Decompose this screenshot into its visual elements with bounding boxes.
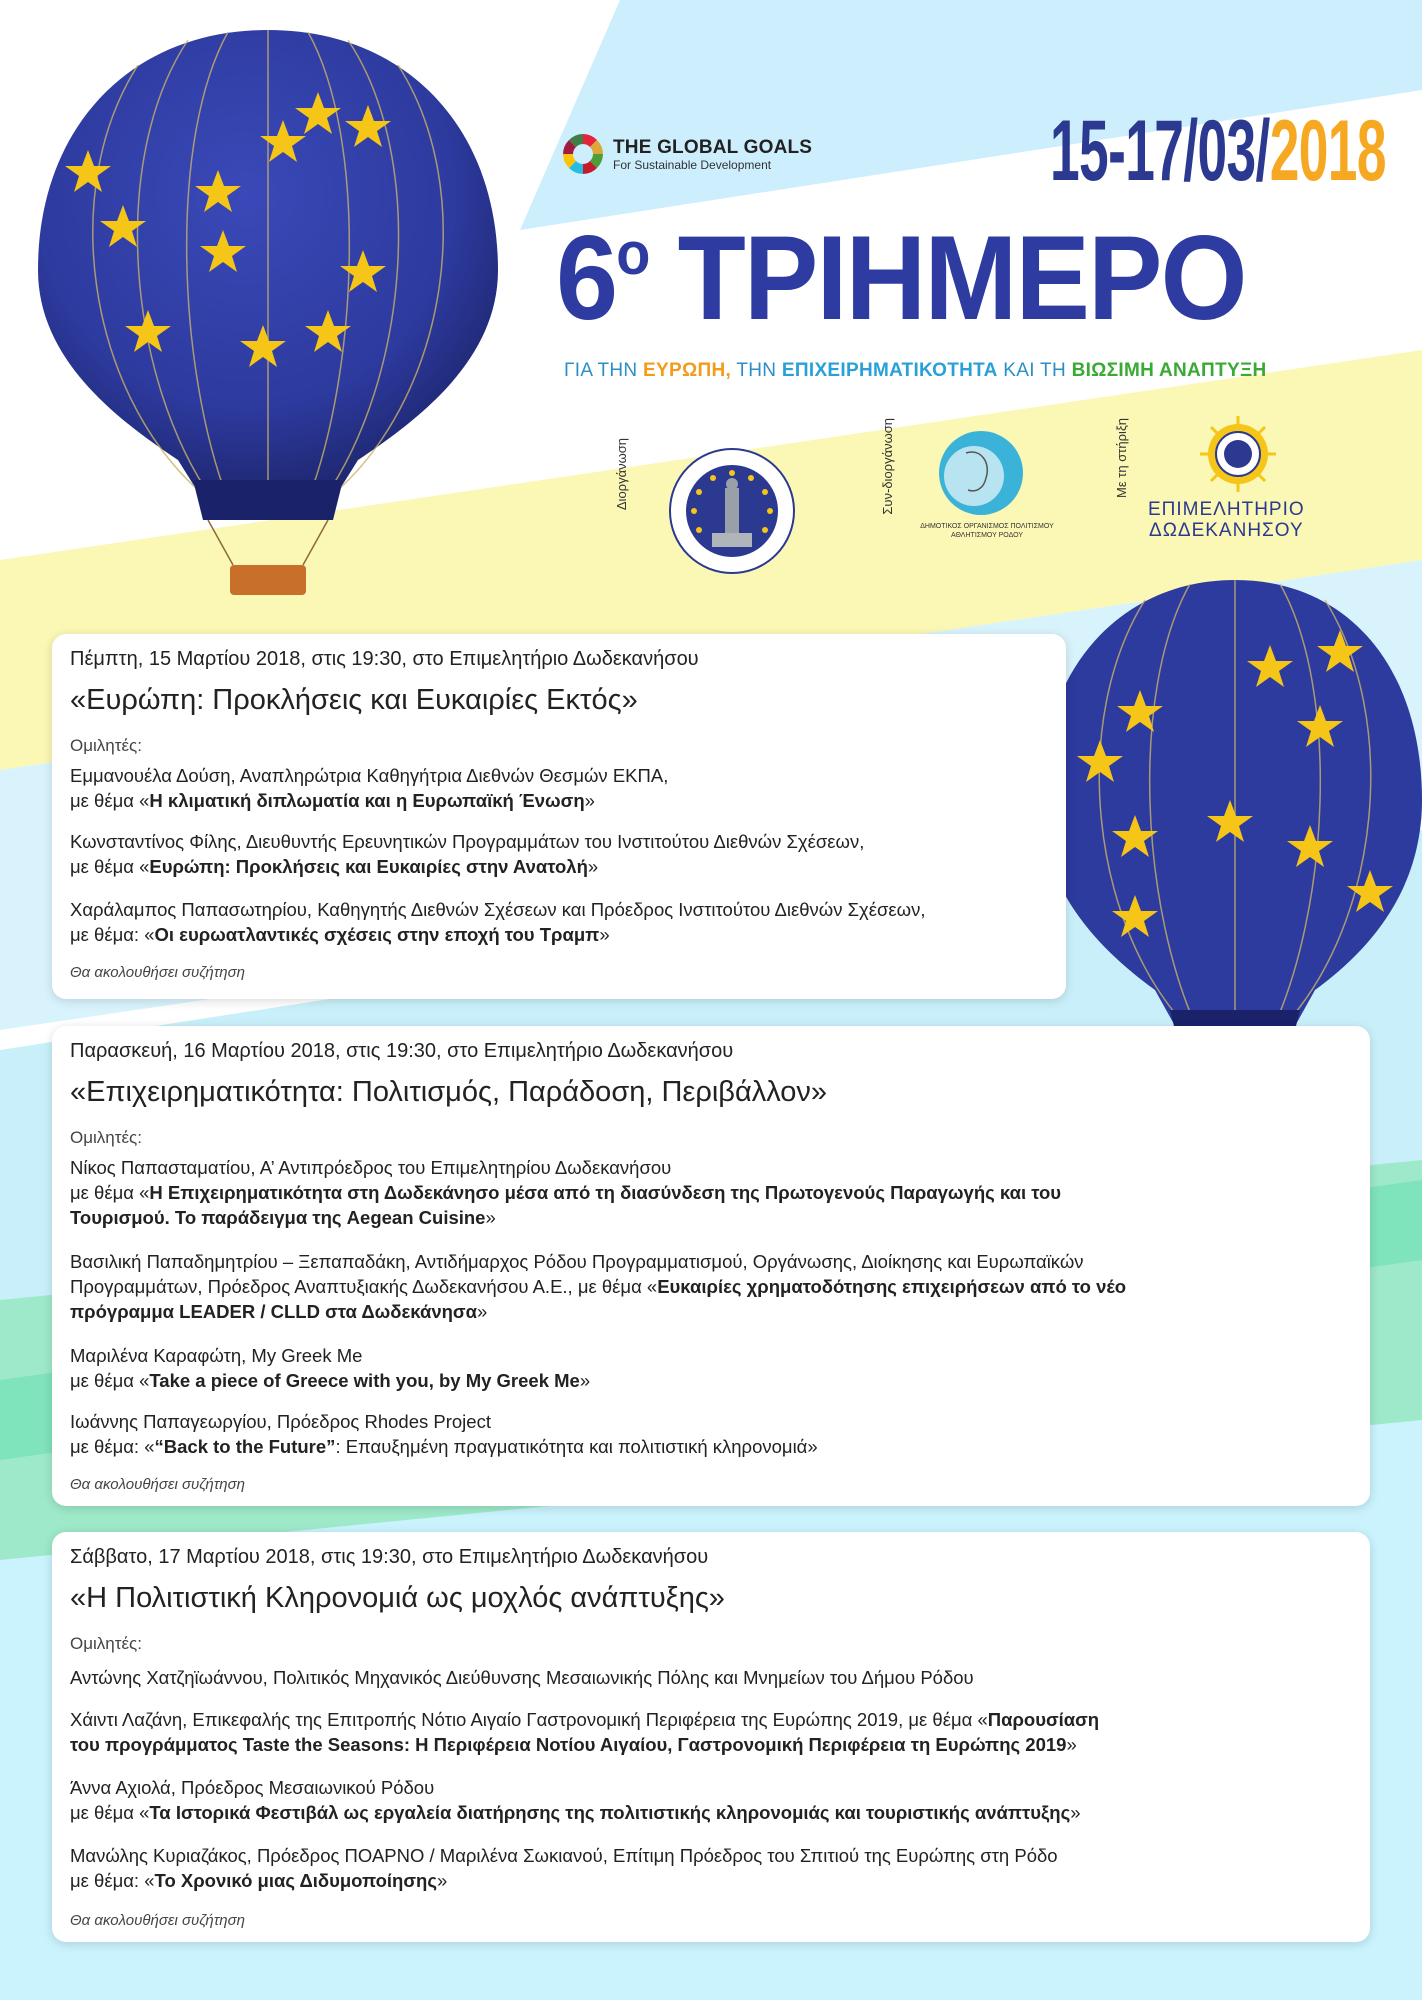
topic-prefix: με θέμα «	[70, 855, 150, 877]
discussion-note: Θα ακολουθήσει συζήτηση	[70, 964, 246, 981]
house-of-europe-logo	[632, 418, 832, 604]
municipal-org-logo	[936, 428, 1026, 518]
speaker-entry	[70, 830, 864, 880]
speakers-label: Ομιλητές:	[70, 1128, 142, 1147]
topic-title: Ευρώπη: Προκλήσεις και Ευκαιρίες στην Ανατολή	[149, 855, 588, 877]
speaker-name: Βασιλική Παπαδημητρίου – Ξεπαπαδάκη, Αντιδήμαρχος Ρόδου Προγραμματισμού, Οργάνωσης, Διοίκησης και Ευρωπαϊκών	[70, 1251, 1084, 1272]
day-card-3	[52, 1532, 1370, 1942]
day-title: «Ευρώπη: Προκλήσεις και Ευκαιρίες Εκτός»	[70, 684, 638, 716]
day-date: Πέμπτη, 15 Μαρτίου 2018, στις 19:30, στο Επιμελητήριο Δωδεκανήσου	[70, 648, 699, 670]
goals-subtitle: For Sustainable Development	[613, 157, 772, 172]
subtitle-europe: ΕΥΡΩΠΗ,	[643, 360, 732, 381]
speaker-entry	[70, 764, 668, 814]
page-subtitle	[564, 360, 1267, 382]
speaker-name: Άννα Αχιολά, Πρόεδρος Μεσαιωνικού Ρόδου	[70, 1777, 435, 1798]
event-dates	[1050, 103, 1386, 199]
topic-title: Οι ευρωατλαντικές σχέσεις στην εποχή του Τραμπ	[154, 923, 600, 945]
topic-prefix: με θέμα «	[70, 789, 150, 811]
speaker-name: Εμμανουέλα Δούση, Αναπληρώτρια Καθηγήτρια Διεθνών Θεσμών ΕΚΠΑ,	[70, 765, 669, 786]
coorganizer-name	[912, 522, 1062, 540]
day-card-1	[52, 634, 1066, 999]
topic-prefix: Προγραμμάτων, Πρόεδρος Αναπτυξιακής Δωδεκανήσου Α.Ε., με θέμα «	[70, 1275, 658, 1297]
speaker-entry	[70, 1776, 1081, 1826]
speaker-entry	[70, 1410, 818, 1460]
topic-title: Το Χρονικό μιας Διδυμοποίησης	[154, 1869, 437, 1891]
speaker-name: Ιωάννης Παπαγεωργίου, Πρόεδρος Rhodes Project	[70, 1411, 491, 1432]
dates-main: 15-17/03/	[1050, 103, 1270, 199]
speaker-entry	[70, 1844, 1058, 1894]
subtitle-part: ΓΙΑ ΤΗΝ	[564, 360, 644, 381]
topic-title-cont: του προγράμματος Taste the Seasons: Η Περιφέρεια Νοτίου Αιγαίου, Γαστρονομική Περιφέρεια τη Ευρώπης 2019	[70, 1733, 1067, 1755]
speaker-entry	[70, 1708, 1099, 1758]
coorganizer-name-line1: ΔΗΜΟΤΙΚΟΣ ΟΡΓΑΝΙΣΜΟΣ ΠΟΛΙΤΙΣΜΟΥ	[920, 523, 1054, 530]
topic-suffix: »	[476, 1300, 488, 1322]
speaker-name: Αντώνης Χατζηϊωάννου, Πολιτικός Μηχανικός Διεύθυνσης Μεσαιωνικής Πόλης και Μνημείων του Δήμου Ρόδου	[70, 1667, 974, 1688]
chamber-name	[1148, 500, 1305, 542]
topic-suffix: »	[436, 1869, 448, 1891]
support-label: Με τη στήριξη	[1114, 418, 1129, 498]
global-goals-logo	[561, 132, 812, 176]
coorganizer-label: Συν-διοργάνωση	[880, 418, 895, 515]
topic-prefix: με θέμα «	[70, 1801, 150, 1823]
topic-title-cont: Τουρισμού. Το παράδειγμα της Aegean Cuisine	[70, 1206, 486, 1228]
speaker-entry	[70, 1666, 974, 1691]
speaker-name: Χαράλαμπος Παπασωτηρίου, Καθηγητής Διεθνών Σχέσεων και Πρόεδρος Ινστιτούτου Διεθνών Σχέσεων,	[70, 899, 926, 920]
topic-suffix: »	[587, 855, 599, 877]
discussion-note: Θα ακολουθήσει συζήτηση	[70, 1476, 246, 1493]
topic-prefix: με θέμα: «	[70, 923, 155, 945]
speaker-name: Μανώλης Κυριαζάκος, Πρόεδρος ΠΟΑΡΝΟ / Μαριλένα Σωκιανού, Επίτιμη Πρόεδρος του Σπιτιού της Ευρώπης στη Ρόδο	[70, 1845, 1058, 1866]
title-word: ΤΡΙΗΜΕΡΟ	[677, 211, 1246, 345]
page-title	[556, 211, 1246, 345]
organizer-label: Διοργάνωση	[614, 438, 629, 511]
topic-suffix: »	[485, 1206, 496, 1228]
speaker-name: Μαριλένα Καραφώτη, My Greek Me	[70, 1345, 363, 1366]
day-card-2	[52, 1026, 1370, 1506]
speaker-name: Κωνσταντίνος Φίλης, Διευθυντής Ερευνητικών Προγραμμάτων του Ινστιτούτου Διεθνών Σχέσεων,	[70, 831, 865, 852]
topic-suffix: »	[1070, 1801, 1081, 1823]
speaker-entry	[70, 1344, 590, 1394]
speakers-label: Ομιλητές:	[70, 736, 142, 755]
day-title: «Η Πολιτιστική Κληρονομιά ως μοχλός ανάπτυξης»	[70, 1582, 725, 1614]
speaker-entry	[70, 1250, 1126, 1325]
subtitle-business: ΕΠΙΧΕΙΡΗΜΑΤΙΚΟΤΗΤΑ	[781, 360, 998, 381]
topic-suffix: »	[579, 1369, 591, 1391]
speaker-name: Χάιντι Λαζάνη, Επικεφαλής της Επιτροπής Νότιο Αιγαίο Γαστρονομική Περιφέρεια της Ευρώπης 2019, με θέμα «	[70, 1709, 988, 1730]
chamber-name-line2: ΔΩΔΕΚΑΝΗΣΟΥ	[1149, 519, 1304, 541]
topic-prefix: με θέμα «	[70, 1181, 150, 1203]
hot-air-balloon-icon	[28, 20, 508, 600]
day-title: «Επιχειρηματικότητα: Πολιτισμός, Παράδοση, Περιβάλλον»	[70, 1076, 828, 1108]
day-date: Παρασκευή, 16 Μαρτίου 2018, στις 19:30, στο Επιμελητήριο Δωδεκανήσου	[70, 1040, 734, 1062]
topic-title: Τα Ιστορικά Φεστιβάλ ως εργαλεία διατήρησης της πολιτιστικής κληρονομιάς και τουριστικής ανάπτυξης	[149, 1801, 1071, 1823]
topic-title: Παρουσίαση	[987, 1709, 1100, 1730]
subtitle-part: ΤΗΝ	[731, 360, 782, 381]
topic-title: Η Επιχειρηματικότητα στη Δωδεκάνησο μέσα από τη διασύνδεση της Πρωτογενούς Παραγωγής και του	[149, 1181, 1062, 1203]
topic-title: Η κλιματική διπλωματία και η Ευρωπαϊκή Ένωση	[149, 789, 585, 811]
topic-prefix: με θέμα: «	[70, 1435, 155, 1457]
topic-title-cont: πρόγραμμα LEADER / CLLD στα Δωδεκάνησα	[70, 1300, 477, 1322]
subtitle-sustain: ΒΙΩΣΙΜΗ ΑΝΑΠΤΥΞΗ	[1071, 360, 1267, 381]
topic-suffix: : Επαυξημένη πραγματικότητα και πολιτιστική κληρονομιά»	[335, 1435, 818, 1457]
day-date: Σάββατο, 17 Μαρτίου 2018, στις 19:30, στο Επιμελητήριο Δωδεκανήσου	[70, 1546, 709, 1568]
topic-suffix: »	[1066, 1733, 1077, 1755]
sdg-wheel-icon	[561, 132, 605, 176]
subtitle-part: ΚΑΙ ΤΗ	[997, 360, 1072, 381]
chamber-logo	[1198, 414, 1278, 494]
topic-suffix: »	[599, 923, 610, 945]
goals-title: THE GLOBAL GOALS	[613, 136, 813, 158]
topic-title: “Back to the Future”	[154, 1435, 336, 1457]
chamber-name-line1: ΕΠΙΜΕΛΗΤΗΡΙΟ	[1148, 499, 1305, 520]
topic-suffix: »	[584, 789, 595, 811]
title-ordinal: ο	[616, 220, 649, 287]
speakers-label: Ομιλητές:	[70, 1634, 142, 1653]
coorganizer-name-line2: ΑΘΛΗΤΙΣΜΟΥ ΡΟΔΟΥ	[950, 532, 1024, 540]
discussion-note: Θα ακολουθήσει συζήτηση	[70, 1912, 246, 1929]
speaker-entry	[70, 1156, 1061, 1231]
speaker-entry	[70, 898, 926, 948]
title-number: 6	[556, 211, 617, 345]
topic-prefix: με θέμα: «	[70, 1869, 155, 1891]
topic-title: Ευκαιρίες χρηματοδότησης επιχειρήσεων από το νέο	[657, 1275, 1127, 1297]
topic-prefix: με θέμα «	[70, 1369, 150, 1391]
dates-year: 2018	[1269, 103, 1386, 199]
topic-title: Take a piece of Greece with you, by My Greek Me	[149, 1369, 580, 1391]
speaker-name: Νίκος Παπασταματίου, Α’ Αντιπρόεδρος του Επιμελητηρίου Δωδεκανήσου	[70, 1157, 672, 1178]
